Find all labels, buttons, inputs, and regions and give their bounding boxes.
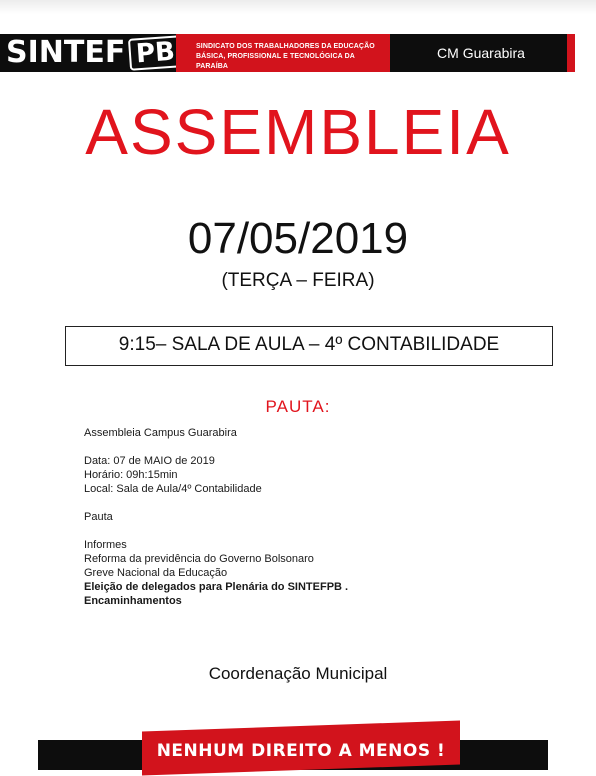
agenda-intro: Assembleia Campus Guarabira — [84, 427, 237, 439]
agenda-item: Reforma da previdência do Governo Bolsonaro — [84, 553, 314, 565]
header-banner — [0, 34, 575, 72]
agenda-body — [84, 426, 544, 608]
agenda-date: Data: 07 de MAIO de 2019 — [84, 455, 215, 467]
header-red-edge — [567, 34, 575, 72]
sintef-logo — [6, 35, 182, 71]
agenda-heading: PAUTA: — [265, 397, 331, 416]
time-place-box: 9:15– SALA DE AULA – 4º CONTABILIDADE — [65, 326, 553, 366]
logo-text: SINTEF — [6, 35, 126, 70]
agenda-item: Greve Nacional da Educação — [84, 567, 228, 579]
agenda-time: Horário: 09h:15min — [84, 469, 178, 481]
bottom-banner-slogan: NENHUM DIREITO A MENOS ! — [156, 741, 446, 761]
page-title: ASSEMBLEIA — [85, 96, 511, 168]
agenda-item-bold: Encaminhamentos — [84, 595, 182, 607]
event-weekday: (TERÇA – FEIRA) — [221, 270, 375, 291]
top-page-edge — [0, 0, 596, 14]
agenda-item-bold: Eleição de delegados para Plenária do SINTEFPB . — [84, 581, 349, 593]
union-name: SINDICATO DOS TRABALHADORES DA EDUCAÇÃO BÁSICA, PROFISSIONAL E TECNOLÓGICA DA PARAÍBA — [196, 43, 375, 70]
logo-badge: PB — [128, 35, 183, 71]
event-date: 07/05/2019 — [187, 214, 409, 263]
signature-organization: Coordenação Municipal — [208, 664, 388, 683]
campus-label: CM Guarabira — [437, 45, 525, 61]
agenda-location: Local: Sala de Aula/4º Contabilidade — [84, 483, 262, 495]
agenda-item: Informes — [84, 539, 127, 551]
agenda-label: Pauta — [84, 511, 113, 523]
